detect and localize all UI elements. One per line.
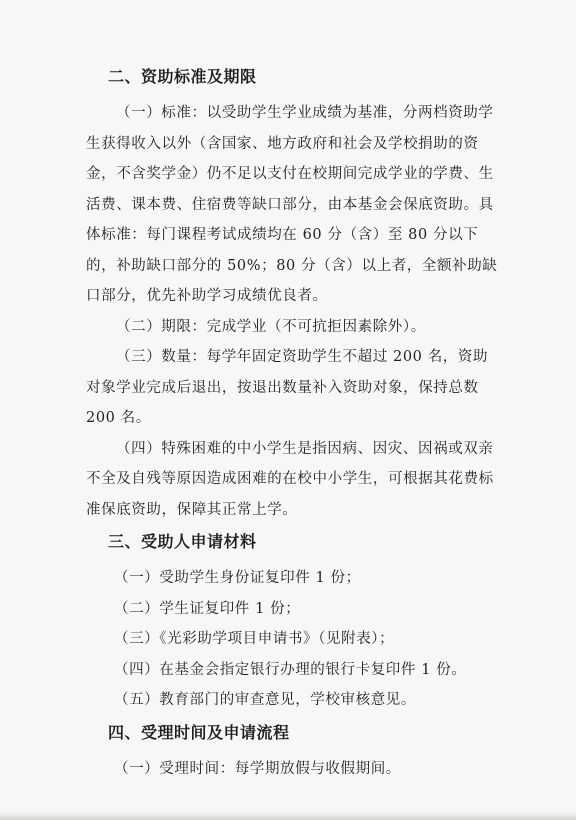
section-heading-application-materials: 三、受助人申请材料 [108,532,257,551]
list-item-material: （四）在基金会指定银行办理的银行卡复印件 1 份。 [114,661,467,678]
page-bottom-edge [0,812,576,820]
list-item-material: （三）《光彩助学项目申请书》（见附表）； [114,631,395,647]
list-item-material: （五）教育部门的审查意见，学校审核意见。 [114,692,416,708]
section-heading-funding-standards: 二、资助标准及期限 [108,67,257,86]
paragraph-period: （二）期限：完成学业（不可抗拒因素除外）。 [116,318,426,335]
list-item-material: （一）受助学生身份证复印件 1 份； [114,570,361,586]
section-heading-acceptance-process: 四、受理时间及申请流程 [108,722,290,742]
paragraph-special-difficulty: （四）特殊困难的中小学生是指因病、因灾、因祸或双亲不全及自残等原因造成困难的在校中小学生，可根据其花费标准保底资助，保障其正常上学。 [86,440,494,518]
paragraph-standard: （一）标准：以受助学生学业成绩为基准，分两档资助学生获得收入以外（含国家、地方政府和社会及学校捐助的资金，不含奖学金）仍不足以支付在校期间完成学业的学费、生活费、课本费、住宿费等缺口部分，由本基金会保底资助。具体标准：每门课程考试成绩均在 60 分（含）至 80 分以下的，补助缺口部分的 50%；80 分（含）以上者，全额补助缺口部分，优先补助学习成绩优良者。 [86,105,498,304]
list-item-material: （二）学生证复印件 1 份； [114,600,301,617]
paragraph-quantity: （三）数量：每学年固定资助学生不超过 200 名，资助对象学业完成后退出，按退出数量补入资助对象，保持总数 200 名。 [86,349,489,426]
list-item-acceptance: （一）受理时间：每学期放假与收假期间。 [114,760,401,777]
